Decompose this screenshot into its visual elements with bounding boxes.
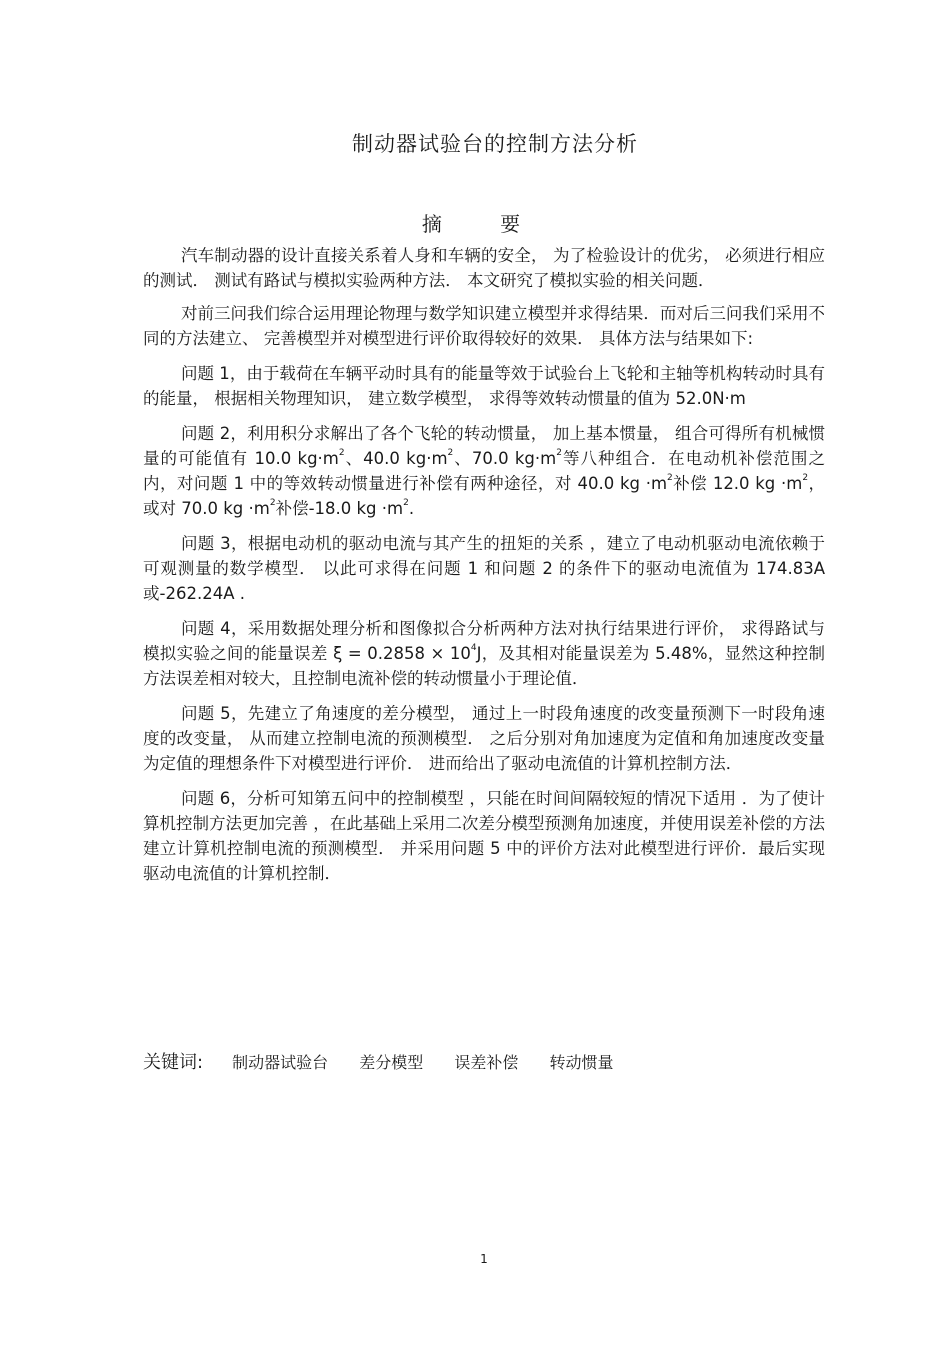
problem-4-paragraph [143, 616, 825, 691]
problem-2-text-d: 等八种组合．在电动机补偿范围之内，对问题 1 中的等效转动惯量进行补偿有两种途径，对 40.0 kg ·m [143, 449, 825, 493]
superscript-2: 2 [556, 448, 562, 458]
abstract-heading: 摘 要 [421, 212, 547, 236]
keyword: 制动器试验台 [232, 1053, 329, 1072]
problem-2-text-f: ，或对 70.0 kg ·m [143, 474, 826, 518]
method-paragraph: 对前三问我们综合运用理论物理与数学知识建立模型并求得结果．而对后三问我们采用不同的方法建立、 完善模型并对模型进行评价取得较好的效果． 具体方法与结果如下: [143, 304, 825, 348]
superscript-2: 2 [403, 498, 409, 508]
problem-2-paragraph [143, 421, 825, 521]
problem-5-paragraph: 问题 5，先建立了角速度的差分模型， 通过上一时段角速度的改变量预测下一时段角速度的改变量， 从而建立控制电流的预测模型． 之后分别对角加速度为定值和角加速度改变量为定值的理想条件下对模型进行评价． 进而给出了驱动电流值的计算机控制方法． [143, 704, 825, 773]
problem-2-text-e: 补偿 12.0 kg ·m [672, 474, 803, 493]
problem-2-text-a: 问题 2，利用积分求解出了各个飞轮的转动惯量， 加上基本惯量， 组合可得所有机械惯量的可能值有 10.0 kg·m [143, 424, 825, 468]
keyword: 误差补偿 [454, 1053, 519, 1072]
keywords-line [143, 1048, 640, 1074]
page-number: 1 [480, 1252, 488, 1266]
keyword: 转动惯量 [549, 1053, 614, 1072]
superscript-2: 2 [338, 448, 345, 458]
problem-2-text-b: 、40.0 kg·m [344, 449, 448, 468]
problem-4-text-a: 问题 4，采用数据处理分析和图像拟合分析两种方法对执行结果进行评价， 求得路试与模拟实验之间的能量误差 ξ = 0.2858 × 10 [143, 619, 825, 663]
problem-2-text-g: 补偿-18.0 kg ·m [275, 499, 404, 518]
problem-4-text-b: J，及其相对能量误差为 5.48%，显然这种控制方法误差相对较大，且控制电流补偿的转动惯量小于理论值． [143, 644, 825, 688]
superscript-exponent: 4 [470, 643, 477, 653]
problem-3-paragraph: 问题 3，根据电动机的驱动电流与其产生的扭矩的关系 ，建立了电动机驱动电流依赖于可观测量的数学模型． 以此可求得在问题 1 和问题 2 的条件下的驱动电流值为 174.83A 或-262.24A . [143, 534, 825, 603]
keywords-label: 关键词: [143, 1052, 204, 1073]
problem-2-text-c: 、70.0 kg·m [453, 449, 557, 468]
problem-6-paragraph: 问题 6，分析可知第五问中的控制模型 ，只能在时间间隔较短的情况下适用 ．为了使计算机控制方法更加完善 ，在此基础上采用二次差分模型预测角加速度，并使用误差补偿的方法建立计算机控制电流的预测模型． 并采用问题 5 中的评价方法对此模型进行评价．最后实现驱动电流值的计算机控制． [143, 789, 825, 883]
abstract-body [143, 243, 825, 896]
problem-1-paragraph: 问题 1，由于载荷在车辆平动时具有的能量等效于试验台上飞轮和主轴等机构转动时具有的能量， 根据相关物理知识， 建立数学模型， 求得等效转动惯量的值为 52.0N·m [143, 364, 825, 408]
superscript-2: 2 [667, 473, 673, 483]
superscript-2: 2 [269, 498, 276, 508]
keyword: 差分模型 [359, 1053, 424, 1072]
problem-2-text-h: . [408, 499, 415, 518]
document-title: 制动器试验台的控制方法分析 [352, 132, 638, 156]
intro-paragraph: 汽车制动器的设计直接关系着人身和车辆的安全， 为了检验设计的优劣， 必须进行相应的测试． 测试有路试与模拟实验两种方法． 本文研究了模拟实验的相关问题． [143, 246, 825, 290]
superscript-2: 2 [447, 448, 454, 458]
superscript-2: 2 [802, 473, 809, 483]
